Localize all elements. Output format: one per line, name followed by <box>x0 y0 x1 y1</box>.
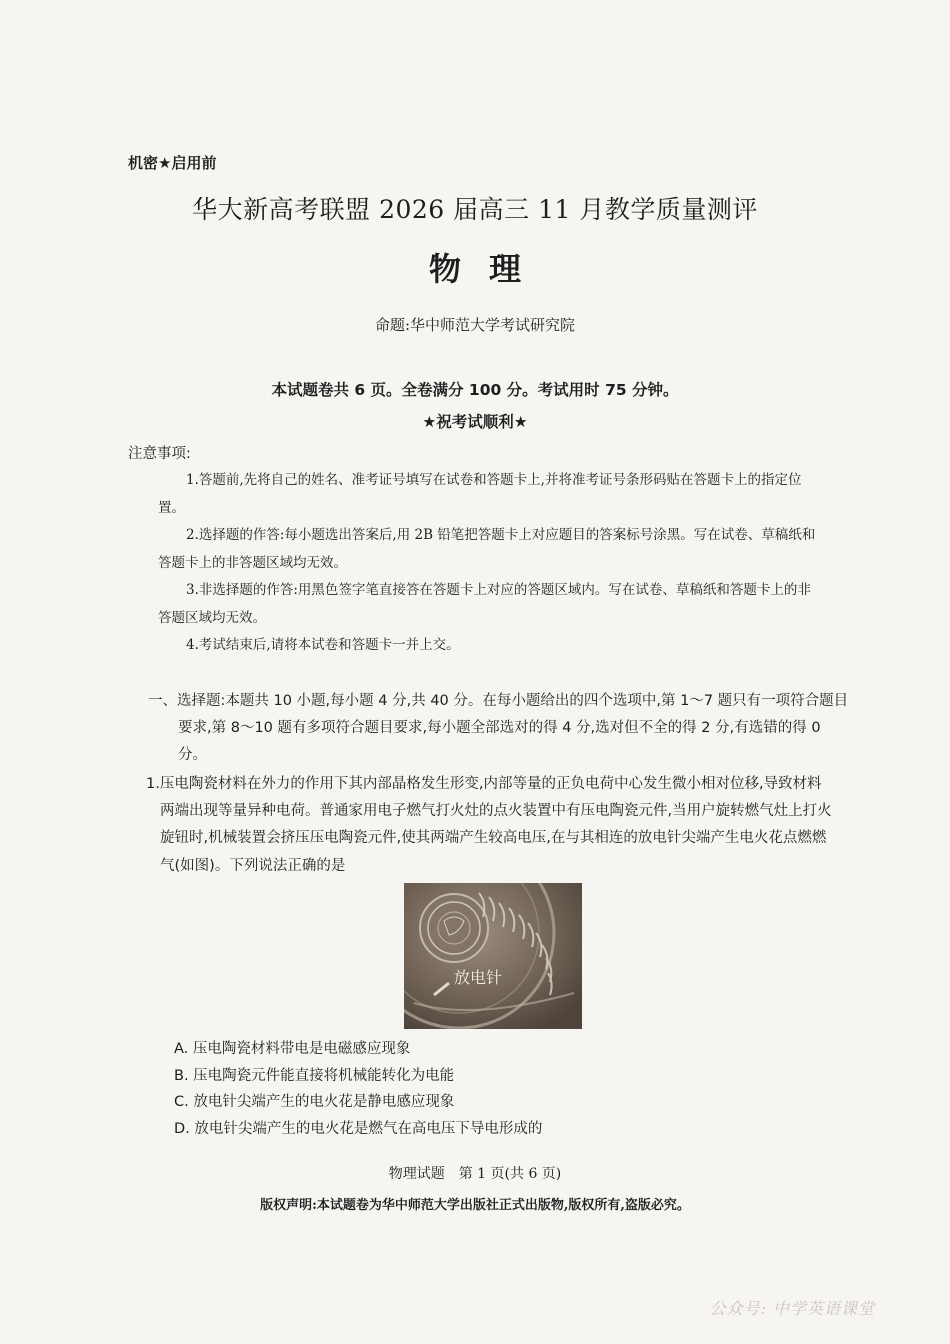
good-luck-line: ★祝考试顺利★ <box>422 413 528 431</box>
question-1-options <box>174 1036 542 1142</box>
author-line: 命题:华中师范大学考试研究院 <box>374 316 576 334</box>
option-a: A. 压电陶瓷材料带电是电磁感应现象 <box>174 1041 411 1057</box>
notice-item: 4.考试结束后,请将本试卷和答题卡一并上交。 <box>186 637 460 653</box>
option-d: D. 放电针尖端产生的电火花是燃气在高电压下导电形成的 <box>174 1120 543 1137</box>
section-instructions: 一、选择题:本题共 10 小题,每小题 4 分,共 40 分。在每小题给出的四个选项中,第 1～7 题只有一项符合题目要求,第 8～10 题有多项符合题目要求,每小题全部选对的得 4 分,选对但不全的得 2 分,有选错的得 0 分。 <box>148 693 849 763</box>
exam-meta: 本试题卷共 6 页。全卷满分 100 分。考试用时 75 分钟。 <box>271 381 679 399</box>
subject-title: 物理 <box>428 250 549 288</box>
igniter-photo <box>404 883 582 1029</box>
notice-item: 3.非选择题的作答:用黑色签字笔直接答在答题卡上对应的答题区域内。写在试卷、草稿纸和答题卡上的非答题区域均无效。 <box>158 582 811 626</box>
option-b: B. 压电陶瓷元件能直接将机械能转化为电能 <box>174 1067 455 1084</box>
watermark: 公众号: 中学英语课堂 <box>709 1299 875 1318</box>
copyright-notice: 版权声明:本试题卷为华中师范大学出版社正式出版物,版权所有,盗版必究。 <box>260 1198 690 1213</box>
needle-label: 放电针 <box>454 968 503 987</box>
option-c: C. 放电针尖端产生的电火花是静电感应现象 <box>174 1094 455 1110</box>
notice-item: 2.选择题的作答:每小题选出答案后,用 2B 铅笔把答题卡上对应题目的答案标号涂黑。写在试卷、草稿纸和答题卡上的非答题区域均无效。 <box>158 527 816 571</box>
burner-illustration <box>404 883 582 1029</box>
notice-heading: 注意事项: <box>128 446 191 462</box>
page-footer: 物理试题 第 1 页(共 6 页) <box>388 1166 562 1182</box>
notice-item: 1.答题前,先将自己的姓名、准考证号填写在试卷和答题卡上,并将准考证号条形码贴在答题卡上的指定位置。 <box>158 472 802 516</box>
exam-title: 华大新高考联盟 2026 届高三 11 月教学质量测评 <box>192 195 758 224</box>
question-1-stem: 1.压电陶瓷材料在外力的作用下其内部晶格发生形变,内部等量的正负电荷中心发生微小相对位移,导致材料两端出现等量异种电荷。普通家用电子燃气打火灶的点火装置中有压电陶瓷元件,当用户旋转燃气灶上打火旋钮时,机械装置会挤压压电陶瓷元件,使其两端产生较高电压,在与其相连的放电针尖端产生电火花点燃燃气(如图)。下列说法正确的是 <box>146 776 832 874</box>
notice-list <box>158 467 818 660</box>
confidential-mark: 机密★启用前 <box>128 154 217 172</box>
